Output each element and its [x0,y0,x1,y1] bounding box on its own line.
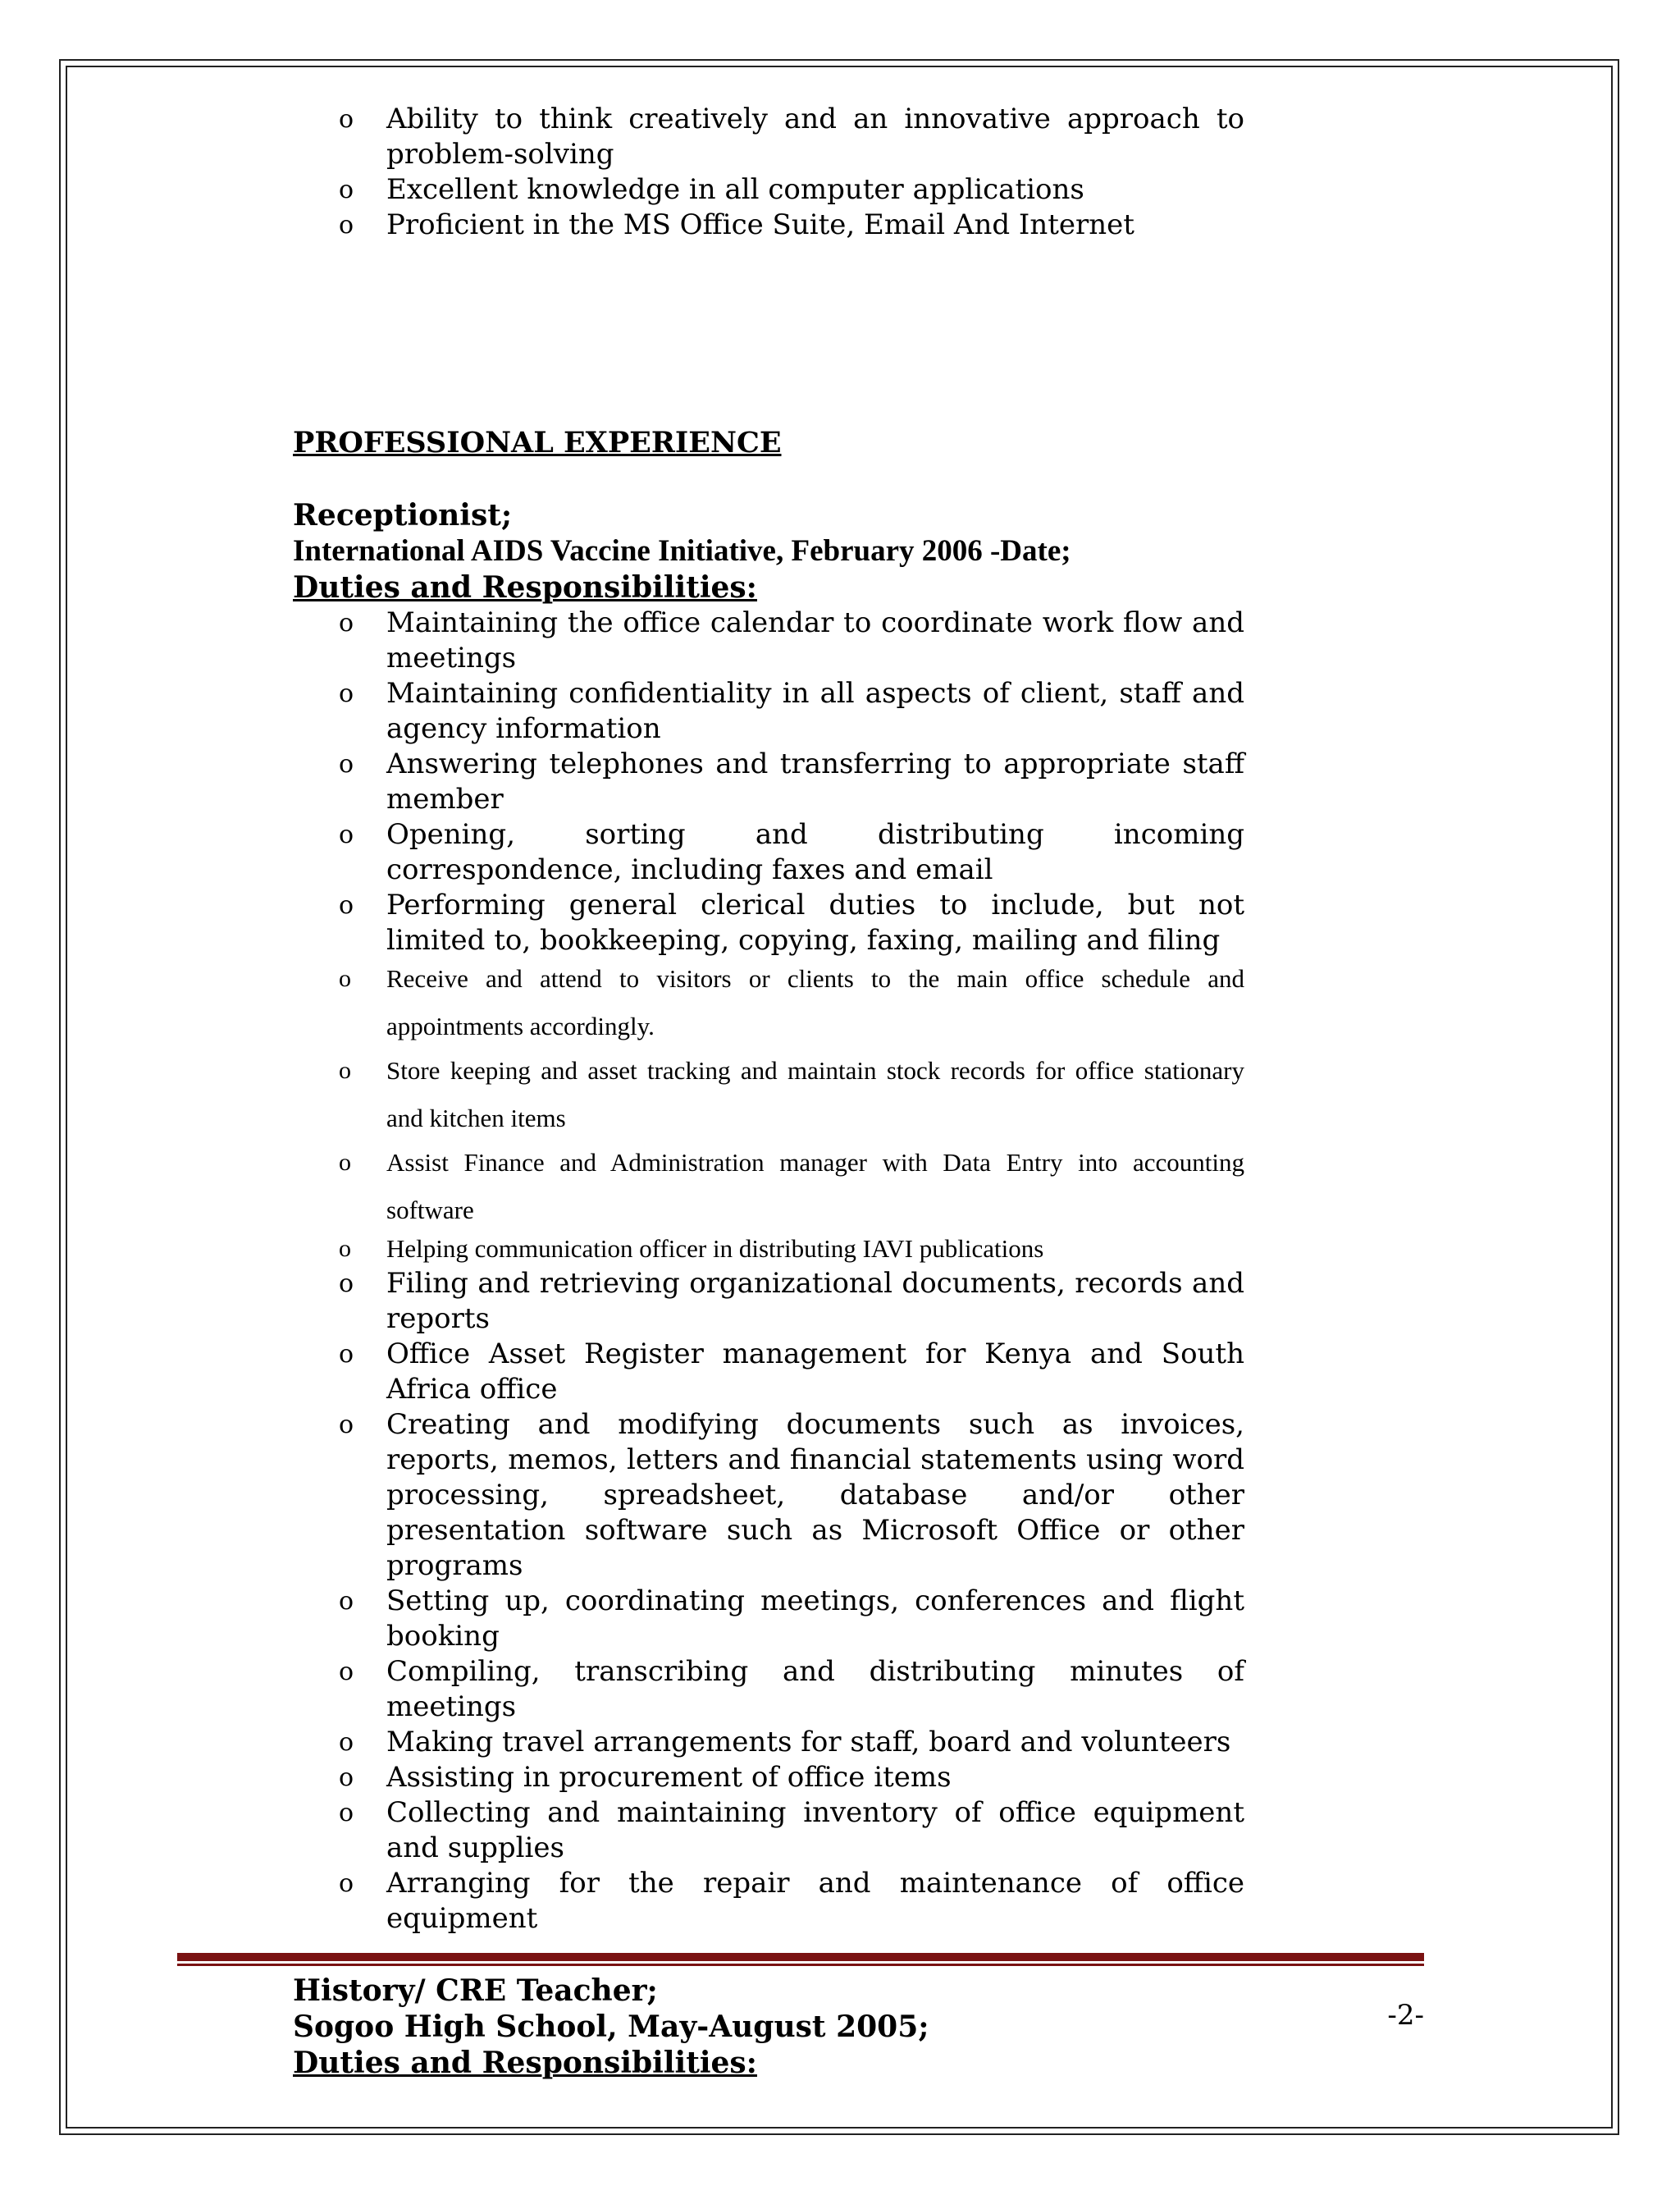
list-item-text: Assist Finance and Administration manager with Data Entry into accounting software [386,1148,1244,1224]
list-item [293,208,1244,243]
bullet-glyph: o [339,1763,354,1792]
bullet-glyph: o [339,1411,354,1439]
list-item-text: Store keeping and asset tracking and maintain stock records for office stationary and kitchen items [386,1056,1244,1132]
bullet-glyph: o [339,1728,354,1757]
list-item [293,747,1244,817]
skills-list [293,102,1244,243]
job-title: Receptionist; [293,498,513,533]
list-item [293,1654,1244,1725]
list-item [293,1231,1244,1266]
duties-list [293,606,1244,1937]
job2-block [293,1973,1244,2081]
footer-rule-thin [177,1964,1424,1966]
list-item [293,1337,1244,1407]
list-item [293,676,1244,747]
job-title: History/ CRE Teacher; [293,1973,658,2008]
list-item [293,1139,1244,1234]
bullet-glyph: o [339,211,354,240]
bullet-glyph: o [339,105,354,134]
list-item-text: Answering telephones and transferring to appropriate staff member [386,748,1244,816]
list-item-text: Compiling, transcribing and distributing minutes of meetings [386,1655,1244,1723]
bullet-glyph: o [339,1658,354,1686]
list-item [293,817,1244,888]
bullet-glyph: o [339,176,354,204]
list-item-text: Maintaining the office calendar to coordinate work flow and meetings [386,606,1244,674]
list-item [293,1795,1244,1866]
list-item [293,102,1244,172]
list-item-text: Assisting in procurement of office items [386,1761,952,1794]
job-organization: International AIDS Vaccine Initiative, February 2006 -Date; [293,534,1071,568]
bullet-glyph: o [339,1269,354,1298]
list-item [293,888,1244,958]
section-heading: PROFESSIONAL EXPERIENCE [293,426,782,460]
list-item-text: Creating and modifying documents such as invoices, reports, memos, letters and financial statements using word processing, spreadsheet, database and/or other presentation software such as Microsoft Office or other programs [386,1408,1244,1582]
list-item [293,1725,1244,1760]
bullet-glyph: o [339,1587,354,1616]
list-item-text: Collecting and maintaining inventory of office equipment and supplies [386,1796,1244,1864]
bullet-glyph: o [339,679,354,708]
duties-heading: Duties and Responsibilities: [293,570,757,605]
bullet-glyph: o [339,1869,354,1898]
page-content [293,102,1244,2081]
footer-rule [177,1953,1424,1961]
page-number: -2- [1387,1999,1424,2032]
bullet-glyph: o [339,609,354,638]
bullet-glyph: o [339,891,354,920]
bullet-glyph: o [339,965,351,992]
bullet-glyph: o [339,1149,351,1176]
list-item-text: Proficient in the MS Office Suite, Email And Internet [386,208,1134,241]
list-item-text: Performing general clerical duties to include, but not limited to, bookkeeping, copying, faxing, mailing and filing [386,889,1244,957]
bullet-glyph: o [339,821,354,849]
list-item [293,1866,1244,1937]
list-item-text: Arranging for the repair and maintenance of office equipment [386,1867,1244,1935]
bullet-glyph: o [339,1235,351,1262]
list-item-text: Ability to think creatively and an innovative approach to problem-solving [386,103,1244,171]
list-item [293,1266,1244,1337]
list-item-text: Setting up, coordinating meetings, conferences and flight booking [386,1584,1244,1653]
bullet-glyph: o [339,750,354,779]
list-item [293,1760,1244,1795]
list-item-text: Excellent knowledge in all computer applications [386,173,1084,206]
list-item-text: Maintaining confidentiality in all aspects of client, staff and agency information [386,677,1244,745]
list-item [293,606,1244,676]
duties-heading: Duties and Responsibilities: [293,2046,757,2080]
list-item [293,172,1244,208]
list-item [293,955,1244,1050]
job-organization: Sogoo High School, May-August 2005; [293,2010,929,2044]
bullet-glyph: o [339,1057,351,1084]
list-item-text: Office Asset Register management for Kenya and South Africa office [386,1337,1244,1406]
list-item [293,1047,1244,1142]
list-item [293,1407,1244,1584]
bullet-glyph: o [339,1340,354,1369]
list-item-text: Opening, sorting and distributing incoming correspondence, including faxes and email [386,818,1244,886]
list-item-text: Helping communication officer in distributing IAVI publications [386,1234,1044,1263]
bullet-glyph: o [339,1799,354,1827]
list-item-text: Making travel arrangements for staff, board and volunteers [386,1726,1231,1758]
list-item-text: Filing and retrieving organizational documents, records and reports [386,1267,1244,1335]
list-item-text: Receive and attend to visitors or clients to the main office schedule and appointments accordingly. [386,964,1244,1040]
list-item [293,1584,1244,1654]
